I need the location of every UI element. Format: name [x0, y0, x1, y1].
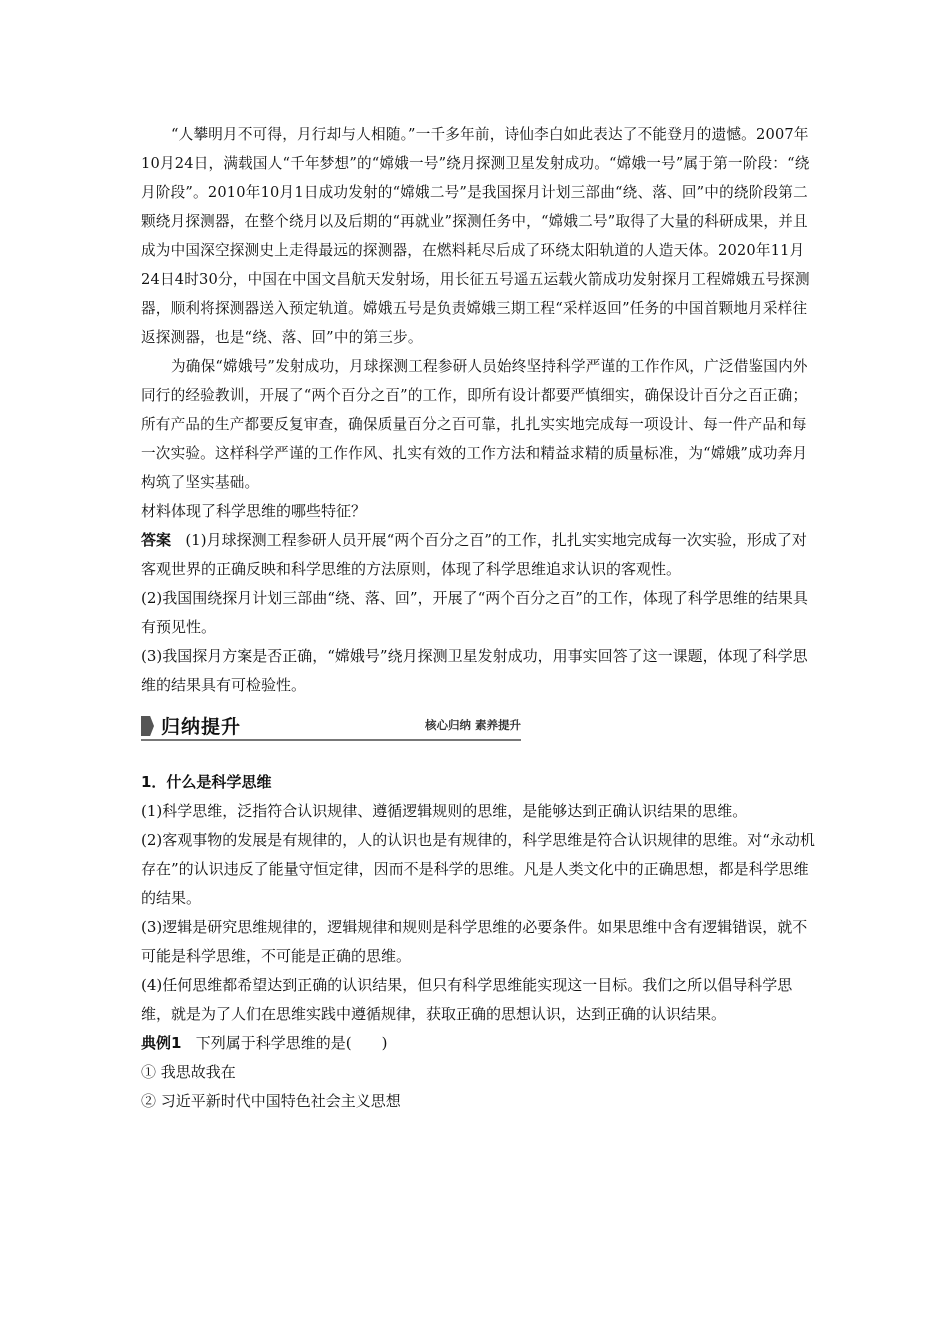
answer-item-1-text: (1)月球探测工程参研人员开展“两个百分之百”的工作，扎扎实实地完成每一次实验，形成了对客观世界的正确反映和科学思维的方法原则，体现了科学思维追求认识的客观性。: [141, 531, 807, 578]
answer-item-2: (2)我国围绕探月计划三部曲“绕、落、回”，开展了“两个百分之百”的工作，体现了科学思维的结果具有预见性。: [141, 589, 808, 636]
banner-arrow-icon: [141, 716, 154, 736]
material-paragraph-1: “人攀明月不可得，月行却与人相随。”一千多年前，诗仙李白如此表达了不能登月的遗憾。2007年10月24日，满载国人“千年梦想”的“嫦娥一号”绕月探测卫星发射成功。“嫦娥一号”属于第一阶段：“绕月阶段”。2010年10月1日成功发射的“嫦娥二号”是我国探月计划三部曲“绕、落、回”中的绕阶段第二颗绕月探测器，在整个绕月以及后期的“再就业”探测任务中，“嫦娥二号”取得了大量的科研成果，并且成为中国深空探测史上走得最远的探测器，在燃料耗尽后成了环绕太阳轨道的人造天体。2020年11月24日4时30分，中国在中国文昌航天发射场，用长征五号遥五运载火箭成功发射探月工程嫦娥五号探测器，顺利将探测器送入预定轨道。嫦娥五号是负责嫦娥三期工程“采样返回”任务的中国首颗地月采样往返探测器，也是“绕、落、回”中的第三步。: [141, 126, 810, 346]
section-point-2: (2)客观事物的发展是有规律的，人的认识也是有规律的，科学思维是符合认识规律的思维。对“永动机存在”的认识违反了能量守恒定律，因而不是科学的思维。凡是人类文化中的正确思想，都是科学思维的结果。: [141, 831, 815, 907]
material-paragraph-2: 为确保“嫦娥号”发射成功，月球探测工程参研人员始终坚持科学严谨的工作作风，广泛借鉴国内外同行的经验教训，开展了“两个百分之百”的工作，即所有设计都要严慎细实，确保设计百分之百正确；所有产品的生产都要反复审查，确保质量百分之百可靠，扎扎实实地完成每一项设计、每一件产品和每一次实验。这样科学严谨的工作作风、扎实有效的工作方法和精益求精的质量标准，为“嫦娥”成功奔月构筑了坚实基础。: [141, 358, 808, 491]
example-stem-text: 下列属于科学思维的是( ): [195, 1034, 388, 1052]
example-option-1: ① 我思故我在: [141, 1063, 236, 1081]
question-text: 材料体现了科学思维的哪些特征？: [141, 502, 367, 520]
section-point-1: (1)科学思维，泛指符合认识规律、遵循逻辑规则的思维，是能够达到正确认识结果的思维。: [141, 802, 748, 820]
section-banner: [141, 712, 521, 742]
example-label: 典例1: [141, 1034, 182, 1052]
answer-label: 答案: [141, 531, 172, 549]
section-point-4: (4)任何思维都希望达到正确的认识结果，但只有科学思维能实现这一目标。我们之所以倡导科学思维，就是为了人们在思维实践中遵循规律，获取正确的思想认识，达到正确的认识结果。: [141, 976, 793, 1023]
section-point-3: (3)逻辑是研究思维规律的，逻辑规律和规则是科学思维的必要条件。如果思维中含有逻辑错误，就不可能是科学思维，不可能是正确的思维。: [141, 918, 808, 965]
example-stem: [141, 1029, 821, 1058]
answer-item-1: [141, 526, 821, 584]
document-page: [141, 120, 821, 1116]
answer-item-3: (3)我国探月方案是否正确，“嫦娥号”绕月探测卫星发射成功，用事实回答了这一课题，体现了科学思维的结果具有可检验性。: [141, 647, 808, 694]
banner-underline: [141, 739, 521, 741]
example-option-2: ② 习近平新时代中国特色社会主义思想: [141, 1092, 401, 1110]
banner-title: 归纳提升: [161, 716, 242, 738]
section-heading: 1．什么是科学思维: [141, 773, 272, 791]
banner-subtitle: 核心归纳 素养提升: [424, 718, 521, 732]
